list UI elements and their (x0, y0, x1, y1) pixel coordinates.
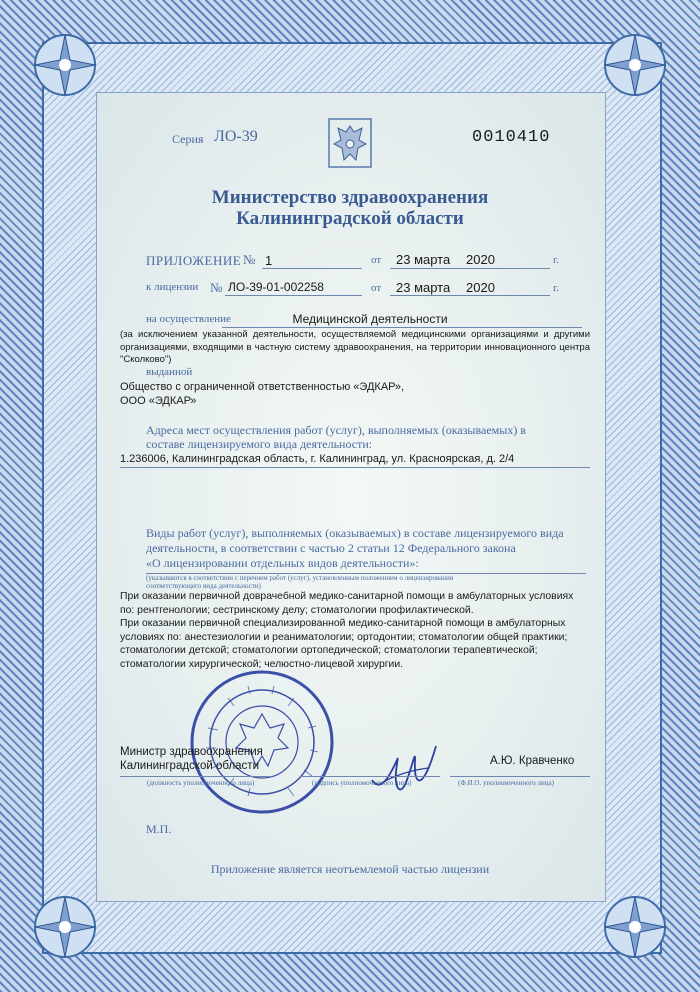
license-year: 2020 (466, 280, 495, 295)
form-number: 0010410 (472, 128, 551, 147)
works-list (120, 590, 590, 671)
corner-ornament-icon (30, 892, 100, 962)
signer-name: А.Ю. Кравченко (490, 755, 575, 767)
issued-label: выданной (146, 366, 193, 378)
works-line: условиях по: анестезиологии и реаниматологии; ортодонтии; стоматологии общей практики; (120, 631, 568, 643)
coat-of-arms-icon (328, 118, 372, 168)
address-line (120, 467, 590, 468)
activity-label: на осуществление (146, 313, 231, 325)
appendix-year-suffix: г. (553, 254, 560, 266)
works-heading-line2: деятельности, в соответствии с частью 2 статьи 12 Федерального закона (146, 541, 516, 555)
address-value: 1.236006, Калининградская область, г. Калининград, ул. Красноярская, д. 2/4 (120, 453, 515, 465)
license-number-line (225, 295, 362, 296)
authority-line1: Министерство здравоохранения (211, 187, 489, 208)
handwritten-signature-icon (362, 740, 442, 798)
works-line: стоматологии детской; стоматологии ортопедической; стоматологии терапевтической; (120, 645, 538, 656)
series-label: Серия (172, 132, 204, 146)
license-year-suffix: г. (553, 282, 560, 294)
caption-position: (должность уполномоченного лица) (147, 779, 255, 787)
activity-note: (за исключением указанной деятельности, осуществляемой медицинскими организациями и другими организациями, входящими в частную систему здравоохранения, на территории инновационного центра "Сколково") (120, 329, 590, 365)
series-value: ЛО-39 (214, 128, 258, 145)
license-label: к лицензии (146, 281, 199, 293)
corner-ornament-icon (600, 30, 670, 100)
caption-signature: (подпись уполномоченного лица) (312, 779, 412, 787)
license-date-line (390, 295, 550, 296)
license-date: 23 марта (396, 280, 451, 295)
corner-ornament-icon (30, 30, 100, 100)
works-line: При оказании первичной доврачебной медико-санитарной помощи в амбулаторных условиях (120, 591, 574, 602)
authority-line2: Калининградской области (236, 208, 464, 229)
signer-position-line1: Министр здравоохранения (120, 746, 263, 758)
works-line: стоматологии хирургической; челюстно-лицевой хирургии. (120, 658, 404, 670)
appendix-date: 23 марта (396, 252, 451, 267)
works-line: по: рентгенологии; сестринскому делу; стоматологии профилактической. (120, 604, 474, 616)
appendix-number: 1 (265, 253, 273, 268)
appendix-year: 2020 (466, 252, 495, 267)
works-line: При оказании первичной специализированной медико-санитарной помощи в амбулаторных (120, 618, 566, 629)
works-note-line1: (указываются в соответствии с перечнем работ (услуг), установленным положением о лицензировании (146, 574, 454, 582)
license-number: ЛО-39-01-002258 (228, 280, 324, 294)
footer-text: Приложение является неотъемлемой частью лицензии (210, 862, 490, 876)
license-no-sign: № (210, 280, 223, 295)
activity-line (222, 327, 582, 328)
stamp-place-label: М.П. (146, 822, 172, 836)
caption-name: (Ф.И.О. уполномоченного лица) (458, 779, 554, 787)
appendix-label: ПРИЛОЖЕНИЕ (146, 253, 242, 268)
appendix-from-label: от (371, 254, 382, 266)
works-heading-line1: Виды работ (услуг), выполняемых (оказываемых) в составе лицензируемого вида (146, 526, 564, 540)
addresses-heading-line1: Адреса мест осуществления работ (услуг), выполняемых (оказываемых) в (146, 423, 526, 437)
organization-line2: ООО «ЭДКАР» (120, 395, 197, 407)
name-line (450, 776, 590, 777)
appendix-no-sign: № (243, 252, 256, 267)
license-from-label: от (371, 282, 382, 294)
works-note-line2: соответствующего вида деятельности) (146, 582, 261, 590)
signer-position-line2: Калининградской области (120, 760, 259, 772)
addresses-heading-line2: составе лицензируемого вида деятельности: (146, 437, 373, 451)
activity-value: Медицинской деятельности (292, 312, 448, 326)
appendix-number-line (262, 268, 362, 269)
signature-line (300, 776, 440, 777)
corner-ornament-icon (600, 892, 670, 962)
official-seal-icon (188, 668, 336, 816)
works-heading-line3: «О лицензировании отдельных видов деятельности»: (146, 556, 419, 570)
position-line (120, 776, 270, 777)
appendix-date-line (390, 268, 550, 269)
organization-line1: Общество с ограниченной ответственностью «ЭДКАР», (120, 381, 405, 393)
